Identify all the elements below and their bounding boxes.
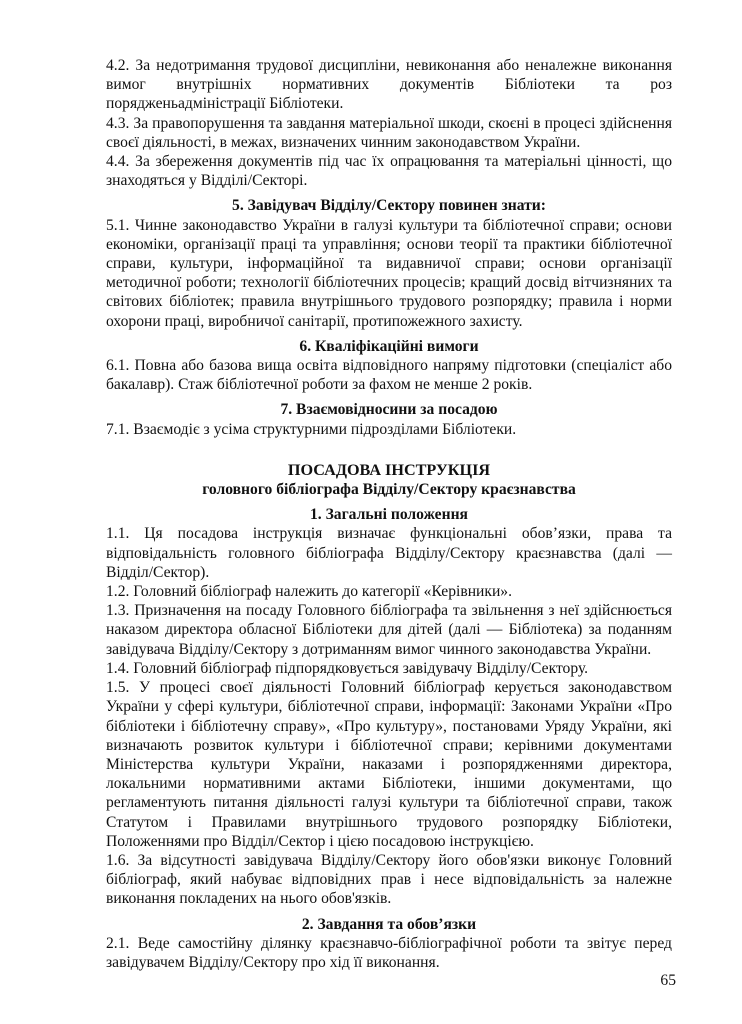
section-6-heading: 6. Кваліфікаційні вимоги xyxy=(299,337,479,355)
paragraph-1-5: 1.5. У процесі своєї діяльності Головний бібліограф керується законодавством України у сфері культури, бібліотечної справи, інформації: Законами України «Про бібліотеки і бібліотечну справу», «Про культуру», постановами Уряду України, які визначають розвиток культури і бібліотечної справи; керівними документами Міністерства культури України, наказами і розпорядженнями директора, локальними нормативними актами Бібліотеки, іншими документами, що регламентують питання діяльності галузі культури та бібліотечної справи, також Статутом і Правилами внутрішнього трудового розпорядку Бібліотеки, Положеннями про Відділ/Сектор і цією посадовою інструкцією. xyxy=(106,679,672,850)
paragraph-4-2: 4.2. За недотримання трудової дисципліни, невиконання або неналежне виконання вимог внутрішніх нормативних документів Бібліотеки та роз порядженьадміністрації Бібліотеки. xyxy=(106,57,672,113)
paragraph-7-1: 7.1. Взаємодіє з усіма структурними підрозділами Бібліотеки. xyxy=(106,420,517,438)
paragraph-2-1: 2.1. Веде самостійну ділянку краєзнавчо-бібліографічної роботи та звітує перед завідувачем Відділу/Сектору про хід її виконання. xyxy=(106,934,672,971)
document-page xyxy=(106,56,672,972)
instruction-title: ПОСАДОВА ІНСТРУКЦІЯ xyxy=(287,460,491,479)
section-2-heading: 2. Завдання та обов’язки xyxy=(301,915,477,933)
paragraph-1-6: 1.6. За відсутності завідувача Відділу/Сектору його обов'язки виконує Головний бібліограф, який набуває відповідних прав і несе відповідальність за належне виконання покладених на нього обов'язків. xyxy=(106,851,672,908)
paragraph-1-1: 1.1. Ця посадова інструкція визначає функціональні обов’язки, права та відповідальність головного бібліографа Відділу/Сектору краєзнавства (далі — Відділ/Сектор). xyxy=(106,525,672,581)
page-number: 65 xyxy=(660,972,676,989)
instruction-subtitle: головного бібліографа Відділу/Сектору краєзнавства xyxy=(202,481,576,499)
paragraph-5-1: 5.1. Чинне законодавство України в галузі культури та бібліотечної справи; основи економіки, організації праці та управління; основи теорії та практики бібліотечної справи, культури, інформаційної та видавничої справи; основи організації методичної роботи; технології бібліотечних процесів; кращий досвід вітчизняних та світових бібліотек; правила внутрішнього трудового розпорядку; правила і норми охорони праці, виробничої санітарії, протипожежного захисту. xyxy=(106,216,672,330)
section-1-heading: 1. Загальні положення xyxy=(309,506,468,524)
paragraph-1-3: 1.3. Призначення на посаду Головного бібліографа та звільнення з неї здійснюється наказом директора обласної Бібліотеки для дітей (далі — Бібліотека) за поданням завідувача Відділу/Сектору з дотриманням вимог чинного законодавства України. xyxy=(106,602,672,658)
paragraph-6-1: 6.1. Повна або базова вища освіта відповідного напряму підготовки (спеціаліст або бакалавр). Стаж бібліотечної роботи за фахом не менше 2 років. xyxy=(106,357,672,394)
paragraph-4-3: 4.3. За правопорушення та завдання матеріальної шкоди, скоєні в процесі здійснення своєї діяльності, в межах, визначених чинним законодавством України. xyxy=(106,114,672,151)
paragraph-1-2: 1.2. Головний бібліограф належить до категорії «Керівники». xyxy=(106,583,512,601)
paragraph-4-4: 4.4. За збереження документів під час їх опрацювання та матеріальні цінності, що знаходяться у Відділі/Секторі. xyxy=(106,153,672,190)
paragraph-1-4: 1.4. Головний бібліограф підпорядковується завідувачу Відділу/Сектору. xyxy=(106,659,589,677)
section-7-heading: 7. Взаємовідносини за посадою xyxy=(280,401,498,419)
section-5-heading: 5. Завідувач Відділу/Сектору повинен знати: xyxy=(232,197,546,215)
